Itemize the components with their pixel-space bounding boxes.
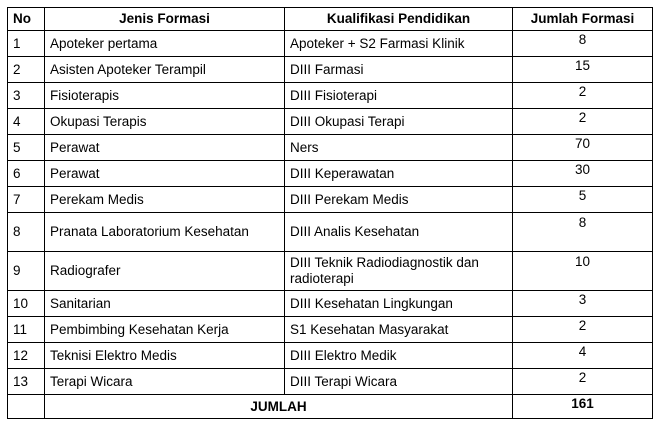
cell-no: 2	[8, 57, 45, 83]
table-row	[8, 213, 653, 252]
cell-kualifikasi: DIII Analis Kesehatan	[285, 213, 513, 252]
table-row	[8, 109, 653, 135]
cell-kualifikasi: DIII Terapi Wicara	[285, 369, 513, 395]
cell-jenis: Asisten Apoteker Terampil	[45, 57, 285, 83]
cell-no: 11	[8, 317, 45, 343]
cell-jumlah: 10	[513, 252, 653, 291]
cell-no: 4	[8, 109, 45, 135]
formasi-table	[7, 7, 653, 419]
cell-jenis: Fisioterapis	[45, 83, 285, 109]
cell-jumlah: 8	[513, 213, 653, 252]
total-value: 161	[513, 395, 653, 419]
cell-no: 10	[8, 291, 45, 317]
cell-jumlah: 2	[513, 83, 653, 109]
cell-kualifikasi: DIII Elektro Medik	[285, 343, 513, 369]
cell-jumlah: 15	[513, 57, 653, 83]
table-row	[8, 317, 653, 343]
cell-jenis: Pembimbing Kesehatan Kerja	[45, 317, 285, 343]
cell-no: 7	[8, 187, 45, 213]
total-row	[8, 395, 653, 419]
cell-no: 6	[8, 161, 45, 187]
cell-kualifikasi: DIII Keperawatan	[285, 161, 513, 187]
cell-jenis: Okupasi Terapis	[45, 109, 285, 135]
header-no: No	[8, 8, 45, 31]
cell-jumlah: 3	[513, 291, 653, 317]
cell-jumlah: 30	[513, 161, 653, 187]
cell-no: 8	[8, 213, 45, 252]
cell-jumlah: 70	[513, 135, 653, 161]
table-row	[8, 161, 653, 187]
header-jenis-formasi: Jenis Formasi	[45, 8, 285, 31]
cell-jumlah: 2	[513, 109, 653, 135]
cell-no: 5	[8, 135, 45, 161]
header-row	[8, 8, 653, 31]
cell-jenis: Apoteker pertama	[45, 31, 285, 57]
header-jumlah-formasi: Jumlah Formasi	[513, 8, 653, 31]
table-row	[8, 31, 653, 57]
table-row	[8, 135, 653, 161]
cell-kualifikasi: DIII Perekam Medis	[285, 187, 513, 213]
cell-kualifikasi: Ners	[285, 135, 513, 161]
cell-jenis: Sanitarian	[45, 291, 285, 317]
cell-jenis: Pranata Laboratorium Kesehatan	[45, 213, 285, 252]
cell-jenis: Terapi Wicara	[45, 369, 285, 395]
cell-no: 12	[8, 343, 45, 369]
cell-jumlah: 2	[513, 369, 653, 395]
table-row	[8, 57, 653, 83]
cell-no: 9	[8, 252, 45, 291]
table-row	[8, 252, 653, 291]
cell-jenis: Teknisi Elektro Medis	[45, 343, 285, 369]
table-row	[8, 187, 653, 213]
cell-kualifikasi: DIII Fisioterapi	[285, 83, 513, 109]
cell-jumlah: 4	[513, 343, 653, 369]
cell-jumlah: 2	[513, 317, 653, 343]
cell-jenis: Perawat	[45, 135, 285, 161]
cell-jenis: Radiografer	[45, 252, 285, 291]
cell-kualifikasi: DIII Farmasi	[285, 57, 513, 83]
total-blank-cell	[8, 395, 45, 419]
table-row	[8, 83, 653, 109]
cell-jumlah: 5	[513, 187, 653, 213]
table-row	[8, 343, 653, 369]
header-kualifikasi-pendidikan: Kualifikasi Pendidikan	[285, 8, 513, 31]
table-row	[8, 369, 653, 395]
cell-no: 1	[8, 31, 45, 57]
total-label: JUMLAH	[45, 395, 513, 419]
cell-jumlah: 8	[513, 31, 653, 57]
cell-jenis: Perawat	[45, 161, 285, 187]
table-row	[8, 291, 653, 317]
cell-no: 13	[8, 369, 45, 395]
cell-jenis: Perekam Medis	[45, 187, 285, 213]
cell-kualifikasi: Apoteker + S2 Farmasi Klinik	[285, 31, 513, 57]
cell-kualifikasi: DIII Kesehatan Lingkungan	[285, 291, 513, 317]
cell-kualifikasi: S1 Kesehatan Masyarakat	[285, 317, 513, 343]
cell-kualifikasi: DIII Teknik Radiodiagnostik dan radioterapi	[285, 252, 513, 291]
cell-kualifikasi: DIII Okupasi Terapi	[285, 109, 513, 135]
cell-no: 3	[8, 83, 45, 109]
